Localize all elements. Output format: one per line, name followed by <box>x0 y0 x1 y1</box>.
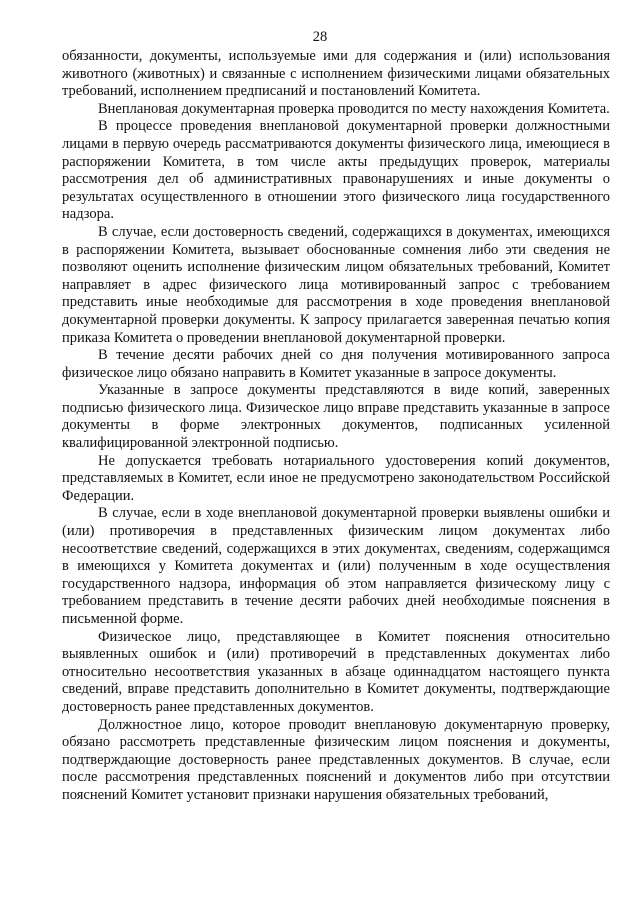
paragraph: В процессе проведения внеплановой документарной проверки должностными лицами в первую очередь рассматриваются документы физического лица, имеющиеся в распоряжении Комитета, в том числе акты предыдущих проверок, материалы рассмотрения дел об административных правонарушениях и иные документы о результатах осуществленного в отношении этого физического лица государственного надзора. <box>62 118 610 223</box>
paragraph: В течение десяти рабочих дней со дня получения мотивированного запроса физическое лицо обязано направить в Комитет указанные в запросе документы. <box>62 347 610 381</box>
paragraph: Внеплановая документарная проверка проводится по месту нахождения Комитета. <box>98 100 610 117</box>
paragraph: Указанные в запросе документы представляются в виде копий, заверенных подписью физического лица. Физическое лицо вправе представить указанные в запросе документы в форме электронных документов, подписанных усиленной квалифицированной электронной подписью. <box>62 382 610 452</box>
document-body <box>62 48 610 805</box>
paragraph: Не допускается требовать нотариального удостоверения копий документов, представляемых в Комитет, если иное не предусмотрено законодательством Российской Федерации. <box>62 452 610 504</box>
paragraph: Физическое лицо, представляющее в Комитет пояснения относительно выявленных ошибок и (или) противоречий в представленных документах либо относительно несоответствия указанных в абзаце одиннадцатом настоящего пункта сведений, вправе представить дополнительно в Комитет документы, подтверждающие достоверность ранее представленных документов. <box>62 628 610 715</box>
paragraph: В случае, если в ходе внеплановой документарной проверки выявлены ошибки и (или) противоречия в представленных физическим лицом документах либо несоответствие сведений, содержащихся в этих документах, сведениям, содержащимся в имеющихся у Комитета документах и (или) полученным в ходе осуществления государственного надзора, информация об этом направляется физическому лицу с требованием представить в течение десяти рабочих дней необходимые пояснения в письменной форме. <box>62 505 610 627</box>
paragraph: В случае, если достоверность сведений, содержащихся в документах, имеющихся в распоряжении Комитета, вызывает обоснованные сомнения либо эти сведения не позволяют оценить исполнение физическим лицом обязательных требований, Комитет направляет в адрес физического лица мотивированный запрос с требованием представить иные необходимые для рассмотрения в ходе проведения внеплановой документарной проверки документы. К запросу прилагается заверенная печатью копия приказа Комитета о проведении внеплановой документарной проверки. <box>62 223 610 346</box>
paragraph: Должностное лицо, которое проводит внеплановую документарную проверку, обязано рассмотреть представленные физическим лицом пояснения и документы, подтверждающие достоверность ранее представленных документов. В случае, если после рассмотрения представленных пояснений и документов либо при отсутствии пояснений Комитет установит признаки нарушения обязательных требований, <box>62 716 610 803</box>
page-number: 28 <box>312 29 328 45</box>
paragraph: обязанности, документы, используемые ими для содержания и (или) использования животного (животных) и связанные с исполнением физическими лицами обязательных требований, исполнением предписаний и постановлений Комитета. <box>62 48 610 100</box>
